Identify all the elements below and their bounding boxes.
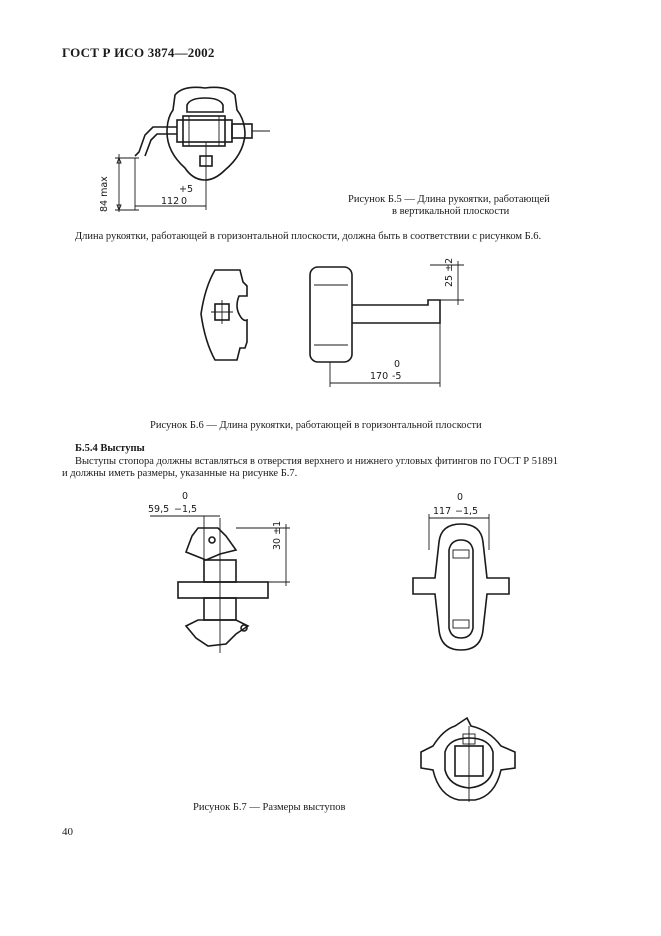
section-text-line2: и должны иметь размеры, указанные на рисунке Б.7.: [62, 468, 298, 479]
b7-dim-b: 117: [433, 506, 452, 517]
section-heading: Б.5.4 Выступы: [75, 443, 145, 454]
b7-dim-a: 59,5: [148, 504, 170, 515]
b5-dim-height: 84 max: [99, 176, 110, 212]
b7-dim-a-tol-upper: 0: [182, 491, 189, 502]
b7-dim-h: 30 ±1: [272, 520, 283, 550]
b7-dim-b-tol-lower: −1,5: [455, 506, 479, 517]
b6-tol-lower: -5: [392, 371, 402, 382]
b6-tol-upper: 0: [394, 359, 401, 370]
b5-tol-upper: +5: [179, 184, 194, 195]
section-text-line1: Выступы стопора должны вставляться в отверстия верхнего и нижнего угловых фитингов по ГОСТ Р 51891: [75, 456, 558, 467]
figure-b6-right-drawing: [300, 255, 470, 390]
figure-b7-right-bottom-drawing: [415, 712, 535, 812]
b7-dim-b-tol-upper: 0: [457, 492, 464, 503]
page-number: 40: [62, 826, 73, 838]
b5-tol-lower: 0: [181, 196, 188, 207]
b6-dim-vert: 25 ±2: [444, 257, 455, 287]
figure-b7-caption: Рисунок Б.7 — Размеры выступов: [193, 802, 346, 813]
b5-dim-length: 112: [161, 196, 180, 207]
b5-paragraph: Длина рукоятки, работающей в горизонтальной плоскости, должна быть в соответствии с рисунком Б.6.: [75, 231, 542, 242]
figure-b6-left-drawing: [195, 262, 265, 372]
document-header: ГОСТ Р ИСО 3874—2002: [62, 45, 215, 60]
figure-b5-caption-line1: Рисунок Б.5 — Длина рукоятки, работающей: [348, 194, 550, 205]
figure-b5-drawing: [95, 80, 285, 220]
b6-dim-length: 170: [370, 371, 389, 382]
figure-b6-caption: Рисунок Б.6 — Длина рукоятки, работающей в горизонтальной плоскости: [150, 420, 482, 431]
figure-b5-caption-line2: в вертикальной плоскости: [392, 206, 510, 217]
b7-dim-a-tol-lower: −1,5: [174, 504, 198, 515]
figure-b7-right-top-drawing: [405, 490, 535, 660]
figure-b7-left-drawing: [140, 488, 300, 658]
